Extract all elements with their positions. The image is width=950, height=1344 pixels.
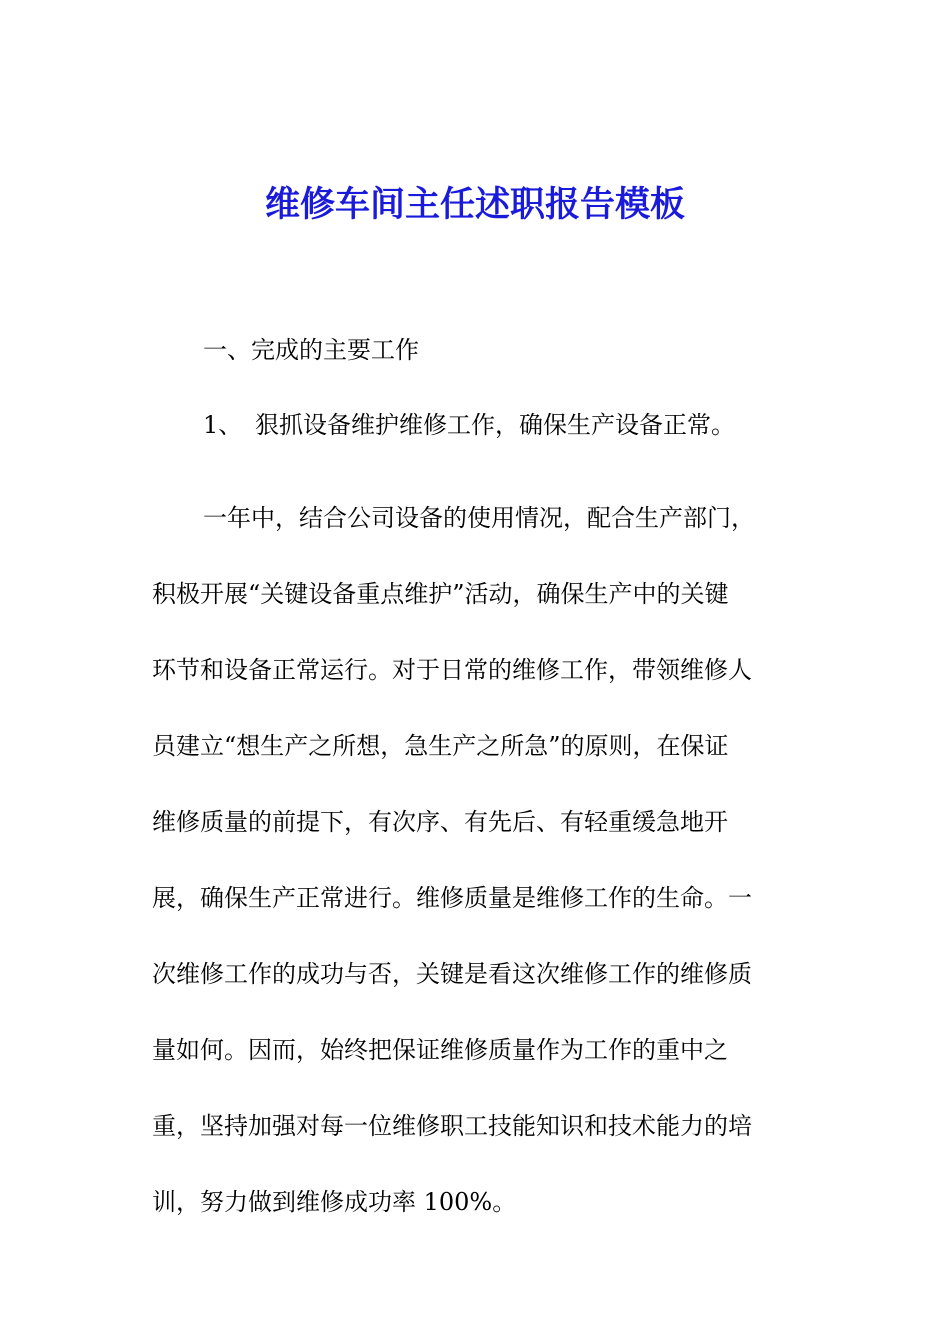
paragraph-line: 维修质量的前提下，有次序、有先后、有轻重缓急地开: [152, 808, 728, 836]
paragraph-line: 环节和设备正常运行。对于日常的维修工作，带领维修人: [152, 656, 752, 684]
list-item-1: [203, 405, 735, 445]
body-paragraph: [152, 480, 800, 1240]
paragraph-line: 重，坚持加强对每一位维修职工技能知识和技术能力的培: [152, 1112, 752, 1140]
paragraph-line: 积极开展“关键设备重点维护”活动，确保生产中的关键: [152, 580, 729, 608]
document-title: 维修车间主任述职报告模板: [264, 184, 685, 225]
paragraph-line: 一年中，结合公司设备的使用情况，配合生产部门，: [203, 504, 755, 532]
paragraph-line: 员建立“想生产之所想，急生产之所急”的原则，在保证: [152, 732, 729, 760]
section-heading: 一、完成的主要工作: [203, 336, 419, 364]
paragraph-line: 次维修工作的成功与否，关键是看这次维修工作的维修质: [152, 960, 752, 988]
paragraph-line: 展，确保生产正常进行。维修质量是维修工作的生命。一: [152, 884, 752, 912]
list-item-number: 1、: [203, 411, 243, 439]
paragraph-line: 训，努力做到维修成功率 100%。: [152, 1188, 517, 1216]
list-item-text: 狠抓设备维护维修工作，确保生产设备正常。: [255, 411, 735, 439]
paragraph-line: 量如何。因而，始终把保证维修质量作为工作的重中之: [152, 1036, 728, 1064]
